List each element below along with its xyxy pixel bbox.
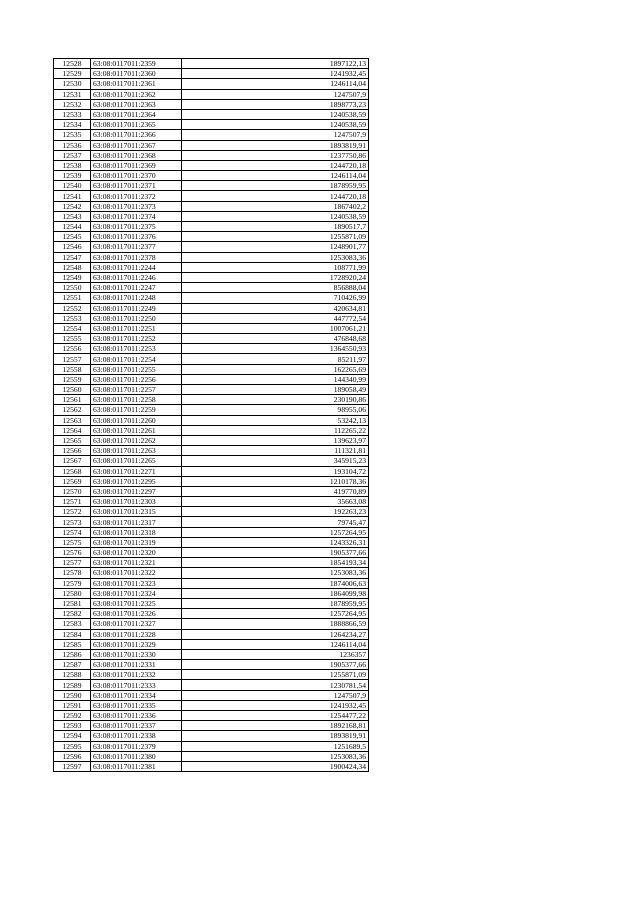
- row-number-cell: 12555: [54, 334, 91, 344]
- value-cell: 1890517,7: [182, 222, 369, 232]
- cadastral-number-cell: 63:08:0117011:2255: [91, 364, 182, 374]
- row-number-cell: 12562: [54, 405, 91, 415]
- value-cell: 79745,47: [182, 517, 369, 527]
- cadastral-number-cell: 63:08:0117011:2265: [91, 456, 182, 466]
- cadastral-number-cell: 63:08:0117011:2377: [91, 242, 182, 252]
- value-cell: 1246114,04: [182, 171, 369, 181]
- row-number-cell: 12541: [54, 191, 91, 201]
- table-row: [54, 99, 369, 109]
- table-row: [54, 201, 369, 211]
- cadastral-number-cell: 63:08:0117011:2364: [91, 109, 182, 119]
- value-cell: 162265,69: [182, 364, 369, 374]
- value-cell: 710426,99: [182, 293, 369, 303]
- cadastral-number-cell: 63:08:0117011:2248: [91, 293, 182, 303]
- table-row: [54, 211, 369, 221]
- table-row: [54, 232, 369, 242]
- cadastral-number-cell: 63:08:0117011:2303: [91, 497, 182, 507]
- row-number-cell: 12538: [54, 160, 91, 170]
- row-number-cell: 12533: [54, 109, 91, 119]
- cadastral-number-cell: 63:08:0117011:2328: [91, 629, 182, 639]
- value-cell: 1246114,04: [182, 79, 369, 89]
- cadastral-number-cell: 63:08:0117011:2262: [91, 435, 182, 445]
- table-row: [54, 59, 369, 69]
- table-row: [54, 558, 369, 568]
- value-cell: 447772,54: [182, 313, 369, 323]
- cadastral-number-cell: 63:08:0117011:2254: [91, 354, 182, 364]
- cadastral-number-cell: 63:08:0117011:2246: [91, 272, 182, 282]
- table-row: [54, 649, 369, 659]
- table-row: [54, 588, 369, 598]
- cadastral-number-cell: 63:08:0117011:2253: [91, 344, 182, 354]
- cadastral-number-cell: 63:08:0117011:2366: [91, 130, 182, 140]
- row-number-cell: 12534: [54, 120, 91, 130]
- cadastral-number-cell: 63:08:0117011:2315: [91, 507, 182, 517]
- row-number-cell: 12550: [54, 283, 91, 293]
- row-number-cell: 12554: [54, 323, 91, 333]
- value-cell: 1728920,24: [182, 272, 369, 282]
- value-cell: 1905377,66: [182, 548, 369, 558]
- table-row: [54, 609, 369, 619]
- value-cell: 1251689,5: [182, 741, 369, 751]
- row-number-cell: 12580: [54, 588, 91, 598]
- row-number-cell: 12529: [54, 69, 91, 79]
- row-number-cell: 12574: [54, 527, 91, 537]
- value-cell: 1254477,22: [182, 711, 369, 721]
- value-cell: 1244720,18: [182, 160, 369, 170]
- table-row: [54, 120, 369, 130]
- table-row: [54, 598, 369, 608]
- value-cell: 1878959,95: [182, 598, 369, 608]
- cadastral-number-cell: 63:08:0117011:2330: [91, 649, 182, 659]
- cadastral-number-cell: 63:08:0117011:2318: [91, 527, 182, 537]
- value-cell: 1905377,66: [182, 660, 369, 670]
- cadastral-number-cell: 63:08:0117011:2324: [91, 588, 182, 598]
- value-cell: 139623,97: [182, 435, 369, 445]
- cadastral-number-cell: 63:08:0117011:2261: [91, 425, 182, 435]
- table-body: [54, 59, 369, 772]
- cadastral-number-cell: 63:08:0117011:2370: [91, 171, 182, 181]
- cadastral-number-cell: 63:08:0117011:2263: [91, 446, 182, 456]
- cadastral-number-cell: 63:08:0117011:2271: [91, 466, 182, 476]
- table-row: [54, 660, 369, 670]
- table-row: [54, 517, 369, 527]
- cadastral-number-cell: 63:08:0117011:2321: [91, 558, 182, 568]
- value-cell: 1867402,2: [182, 201, 369, 211]
- cadastral-number-cell: 63:08:0117011:2371: [91, 181, 182, 191]
- value-cell: 1257264,95: [182, 527, 369, 537]
- row-number-cell: 12596: [54, 751, 91, 761]
- table-row: [54, 548, 369, 558]
- cadastral-number-cell: 63:08:0117011:2257: [91, 385, 182, 395]
- row-number-cell: 12558: [54, 364, 91, 374]
- value-cell: 1897122,13: [182, 59, 369, 69]
- cadastral-number-cell: 63:08:0117011:2250: [91, 313, 182, 323]
- cadastral-number-cell: 63:08:0117011:2258: [91, 395, 182, 405]
- table-row: [54, 731, 369, 741]
- cadastral-number-cell: 63:08:0117011:2381: [91, 761, 182, 771]
- table-row: [54, 486, 369, 496]
- row-number-cell: 12597: [54, 761, 91, 771]
- table-row: [54, 619, 369, 629]
- value-cell: 1241932,45: [182, 700, 369, 710]
- table-row: [54, 303, 369, 313]
- row-number-cell: 12561: [54, 395, 91, 405]
- table-row: [54, 140, 369, 150]
- row-number-cell: 12564: [54, 425, 91, 435]
- table-row: [54, 313, 369, 323]
- row-number-cell: 12537: [54, 150, 91, 160]
- cadastral-number-cell: 63:08:0117011:2259: [91, 405, 182, 415]
- row-number-cell: 12589: [54, 680, 91, 690]
- table-row: [54, 69, 369, 79]
- row-number-cell: 12567: [54, 456, 91, 466]
- table-row: [54, 385, 369, 395]
- row-number-cell: 12585: [54, 639, 91, 649]
- table-row: [54, 262, 369, 272]
- value-cell: 1264234,27: [182, 629, 369, 639]
- table-row: [54, 222, 369, 232]
- cadastral-number-cell: 63:08:0117011:2379: [91, 741, 182, 751]
- value-cell: 476848,68: [182, 334, 369, 344]
- cadastral-number-cell: 63:08:0117011:2373: [91, 201, 182, 211]
- table-row: [54, 578, 369, 588]
- table-row: [54, 690, 369, 700]
- table-row: [54, 150, 369, 160]
- table-row: [54, 191, 369, 201]
- table-row: [54, 446, 369, 456]
- value-cell: 1244720,18: [182, 191, 369, 201]
- cadastral-number-cell: 63:08:0117011:2368: [91, 150, 182, 160]
- value-cell: 420634,81: [182, 303, 369, 313]
- table-row: [54, 639, 369, 649]
- row-number-cell: 12559: [54, 374, 91, 384]
- table-row: [54, 293, 369, 303]
- table-row: [54, 711, 369, 721]
- row-number-cell: 12570: [54, 486, 91, 496]
- table-row: [54, 629, 369, 639]
- cadastral-number-cell: 63:08:0117011:2329: [91, 639, 182, 649]
- cadastral-number-cell: 63:08:0117011:2363: [91, 99, 182, 109]
- row-number-cell: 12579: [54, 578, 91, 588]
- table-row: [54, 405, 369, 415]
- table-row: [54, 435, 369, 445]
- value-cell: 1878959,95: [182, 181, 369, 191]
- value-cell: 1898773,23: [182, 99, 369, 109]
- table-row: [54, 700, 369, 710]
- table-row: [54, 374, 369, 384]
- table-row: [54, 109, 369, 119]
- row-number-cell: 12569: [54, 476, 91, 486]
- row-number-cell: 12563: [54, 415, 91, 425]
- table-row: [54, 334, 369, 344]
- table-row: [54, 741, 369, 751]
- cadastral-number-cell: 63:08:0117011:2249: [91, 303, 182, 313]
- row-number-cell: 12543: [54, 211, 91, 221]
- table-row: [54, 751, 369, 761]
- value-cell: 1854193,34: [182, 558, 369, 568]
- cadastral-value-table: [53, 58, 369, 772]
- cadastral-number-cell: 63:08:0117011:2256: [91, 374, 182, 384]
- row-number-cell: 12565: [54, 435, 91, 445]
- value-cell: 112265,22: [182, 425, 369, 435]
- row-number-cell: 12548: [54, 262, 91, 272]
- row-number-cell: 12547: [54, 252, 91, 262]
- row-number-cell: 12532: [54, 99, 91, 109]
- value-cell: 1247507,9: [182, 89, 369, 99]
- cadastral-number-cell: 63:08:0117011:2365: [91, 120, 182, 130]
- value-cell: 53242,13: [182, 415, 369, 425]
- row-number-cell: 12577: [54, 558, 91, 568]
- value-cell: 1255871,09: [182, 232, 369, 242]
- table-row: [54, 130, 369, 140]
- table-row: [54, 456, 369, 466]
- value-cell: 1253083,36: [182, 252, 369, 262]
- cadastral-number-cell: 63:08:0117011:2332: [91, 670, 182, 680]
- value-cell: 1248901,77: [182, 242, 369, 252]
- value-cell: 192263,23: [182, 507, 369, 517]
- table-row: [54, 476, 369, 486]
- table-row: [54, 425, 369, 435]
- row-number-cell: 12539: [54, 171, 91, 181]
- table-row: [54, 323, 369, 333]
- row-number-cell: 12566: [54, 446, 91, 456]
- row-number-cell: 12552: [54, 303, 91, 313]
- cadastral-number-cell: 63:08:0117011:2331: [91, 660, 182, 670]
- value-cell: 144340,99: [182, 374, 369, 384]
- value-cell: 419770,89: [182, 486, 369, 496]
- table-row: [54, 364, 369, 374]
- cadastral-number-cell: 63:08:0117011:2336: [91, 711, 182, 721]
- cadastral-number-cell: 63:08:0117011:2244: [91, 262, 182, 272]
- table-row: [54, 283, 369, 293]
- table-row: [54, 415, 369, 425]
- cadastral-number-cell: 63:08:0117011:2374: [91, 211, 182, 221]
- table-row: [54, 395, 369, 405]
- cadastral-number-cell: 63:08:0117011:2375: [91, 222, 182, 232]
- value-cell: 111321,81: [182, 446, 369, 456]
- value-cell: 35663,08: [182, 497, 369, 507]
- row-number-cell: 12546: [54, 242, 91, 252]
- row-number-cell: 12582: [54, 609, 91, 619]
- value-cell: 1007061,21: [182, 323, 369, 333]
- row-number-cell: 12590: [54, 690, 91, 700]
- cadastral-number-cell: 63:08:0117011:2378: [91, 252, 182, 262]
- value-cell: 1237750,86: [182, 150, 369, 160]
- row-number-cell: 12584: [54, 629, 91, 639]
- cadastral-number-cell: 63:08:0117011:2325: [91, 598, 182, 608]
- table-row: [54, 242, 369, 252]
- table-row: [54, 89, 369, 99]
- cadastral-number-cell: 63:08:0117011:2367: [91, 140, 182, 150]
- value-cell: 1240538,59: [182, 109, 369, 119]
- value-cell: 1888866,59: [182, 619, 369, 629]
- cadastral-number-cell: 63:08:0117011:2362: [91, 89, 182, 99]
- cadastral-number-cell: 63:08:0117011:2317: [91, 517, 182, 527]
- table-row: [54, 160, 369, 170]
- value-cell: 1900424,34: [182, 761, 369, 771]
- value-cell: 230190,86: [182, 395, 369, 405]
- value-cell: 1240538,59: [182, 120, 369, 130]
- value-cell: 98955,06: [182, 405, 369, 415]
- table-row: [54, 537, 369, 547]
- cadastral-number-cell: 63:08:0117011:2260: [91, 415, 182, 425]
- value-cell: 1255871,09: [182, 670, 369, 680]
- cadastral-number-cell: 63:08:0117011:2251: [91, 323, 182, 333]
- row-number-cell: 12568: [54, 466, 91, 476]
- row-number-cell: 12544: [54, 222, 91, 232]
- cadastral-number-cell: 63:08:0117011:2359: [91, 59, 182, 69]
- row-number-cell: 12536: [54, 140, 91, 150]
- cadastral-number-cell: 63:08:0117011:2295: [91, 476, 182, 486]
- table-row: [54, 568, 369, 578]
- row-number-cell: 12576: [54, 548, 91, 558]
- row-number-cell: 12553: [54, 313, 91, 323]
- row-number-cell: 12551: [54, 293, 91, 303]
- table-row: [54, 507, 369, 517]
- row-number-cell: 12531: [54, 89, 91, 99]
- row-number-cell: 12581: [54, 598, 91, 608]
- row-number-cell: 12557: [54, 354, 91, 364]
- row-number-cell: 12583: [54, 619, 91, 629]
- value-cell: 1893819,91: [182, 731, 369, 741]
- table-row: [54, 497, 369, 507]
- value-cell: 1230781,54: [182, 680, 369, 690]
- row-number-cell: 12540: [54, 181, 91, 191]
- value-cell: 193104,72: [182, 466, 369, 476]
- row-number-cell: 12586: [54, 649, 91, 659]
- value-cell: 856888,04: [182, 283, 369, 293]
- table-row: [54, 181, 369, 191]
- value-cell: 85211,97: [182, 354, 369, 364]
- table-row: [54, 79, 369, 89]
- table-row: [54, 344, 369, 354]
- row-number-cell: 12587: [54, 660, 91, 670]
- value-cell: 1874006,63: [182, 578, 369, 588]
- table-row: [54, 171, 369, 181]
- value-cell: 1241932,45: [182, 69, 369, 79]
- cadastral-number-cell: 63:08:0117011:2376: [91, 232, 182, 242]
- table-row: [54, 252, 369, 262]
- value-cell: 1253083,36: [182, 751, 369, 761]
- row-number-cell: 12571: [54, 497, 91, 507]
- table-row: [54, 761, 369, 771]
- value-cell: 1247507,9: [182, 130, 369, 140]
- value-cell: 1236357: [182, 649, 369, 659]
- cadastral-number-cell: 63:08:0117011:2337: [91, 721, 182, 731]
- row-number-cell: 12591: [54, 700, 91, 710]
- value-cell: 1210178,36: [182, 476, 369, 486]
- value-cell: 1247507,9: [182, 690, 369, 700]
- cadastral-number-cell: 63:08:0117011:2360: [91, 69, 182, 79]
- cadastral-number-cell: 63:08:0117011:2361: [91, 79, 182, 89]
- cadastral-number-cell: 63:08:0117011:2380: [91, 751, 182, 761]
- row-number-cell: 12588: [54, 670, 91, 680]
- cadastral-number-cell: 63:08:0117011:2369: [91, 160, 182, 170]
- table-row: [54, 680, 369, 690]
- value-cell: 1364550,93: [182, 344, 369, 354]
- cadastral-number-cell: 63:08:0117011:2247: [91, 283, 182, 293]
- cadastral-number-cell: 63:08:0117011:2323: [91, 578, 182, 588]
- row-number-cell: 12528: [54, 59, 91, 69]
- value-cell: 1893819,91: [182, 140, 369, 150]
- cadastral-number-cell: 63:08:0117011:2334: [91, 690, 182, 700]
- cadastral-number-cell: 63:08:0117011:2320: [91, 548, 182, 558]
- row-number-cell: 12593: [54, 721, 91, 731]
- cadastral-number-cell: 63:08:0117011:2327: [91, 619, 182, 629]
- row-number-cell: 12535: [54, 130, 91, 140]
- value-cell: 1246114,04: [182, 639, 369, 649]
- value-cell: 1892168,81: [182, 721, 369, 731]
- cadastral-number-cell: 63:08:0117011:2252: [91, 334, 182, 344]
- table-row: [54, 527, 369, 537]
- row-number-cell: 12545: [54, 232, 91, 242]
- row-number-cell: 12594: [54, 731, 91, 741]
- cadastral-number-cell: 63:08:0117011:2338: [91, 731, 182, 741]
- row-number-cell: 12530: [54, 79, 91, 89]
- cadastral-number-cell: 63:08:0117011:2333: [91, 680, 182, 690]
- cadastral-number-cell: 63:08:0117011:2326: [91, 609, 182, 619]
- value-cell: 1243326,31: [182, 537, 369, 547]
- cadastral-number-cell: 63:08:0117011:2372: [91, 191, 182, 201]
- value-cell: 1240538,59: [182, 211, 369, 221]
- row-number-cell: 12578: [54, 568, 91, 578]
- cadastral-number-cell: 63:08:0117011:2335: [91, 700, 182, 710]
- table-row: [54, 466, 369, 476]
- table-row: [54, 354, 369, 364]
- row-number-cell: 12549: [54, 272, 91, 282]
- row-number-cell: 12572: [54, 507, 91, 517]
- row-number-cell: 12556: [54, 344, 91, 354]
- cadastral-number-cell: 63:08:0117011:2319: [91, 537, 182, 547]
- row-number-cell: 12560: [54, 385, 91, 395]
- row-number-cell: 12592: [54, 711, 91, 721]
- table-row: [54, 721, 369, 731]
- value-cell: 189058,49: [182, 385, 369, 395]
- row-number-cell: 12542: [54, 201, 91, 211]
- value-cell: 1253083,36: [182, 568, 369, 578]
- cadastral-number-cell: 63:08:0117011:2297: [91, 486, 182, 496]
- value-cell: 1864099,98: [182, 588, 369, 598]
- row-number-cell: 12595: [54, 741, 91, 751]
- row-number-cell: 12575: [54, 537, 91, 547]
- row-number-cell: 12573: [54, 517, 91, 527]
- value-cell: 1257264,95: [182, 609, 369, 619]
- table-row: [54, 670, 369, 680]
- table-row: [54, 272, 369, 282]
- cadastral-number-cell: 63:08:0117011:2322: [91, 568, 182, 578]
- value-cell: 108771,99: [182, 262, 369, 272]
- value-cell: 345915,23: [182, 456, 369, 466]
